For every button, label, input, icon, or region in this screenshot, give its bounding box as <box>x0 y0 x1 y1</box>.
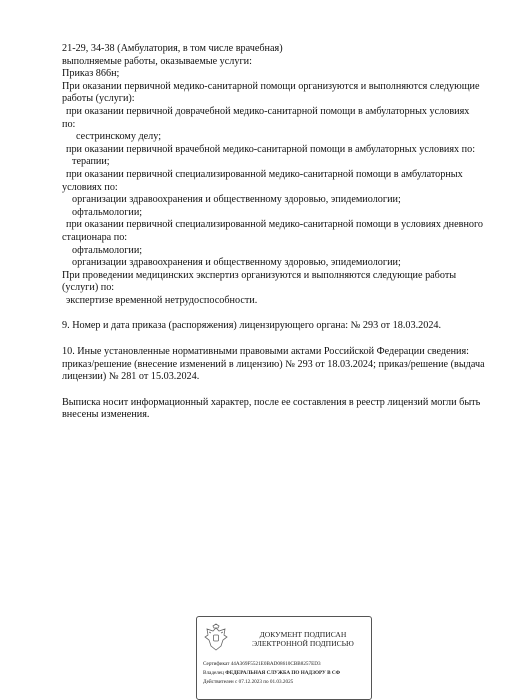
text-line: При оказании первичной медико-санитарной помощи организуются и выполняются следующие <box>62 80 480 92</box>
stamp-validity: Действителен с 07.12.2023 по 01.03.2025 <box>203 679 294 685</box>
text-line: при оказании первичной специализированной медико-санитарной помощи в амбулаторных <box>66 168 463 180</box>
stamp-title-line: ЭЛЕКТРОННОЙ ПОДПИСЬЮ <box>252 639 354 648</box>
text-line: выполняемые работы, оказываемые услуги: <box>62 55 252 67</box>
section-9: 9. Номер и дата приказа (распоряжения) лицензирующего органа: № 293 от 18.03.2024. <box>62 320 442 332</box>
section-10-line: приказ/решение (внесение изменений в лицензию) № 293 от 18.03.2024; приказ/решение (выдача <box>62 358 485 370</box>
section-10-line: лицензии) № 281 от 15.03.2024. <box>62 371 200 383</box>
text-line: (услуги) по: <box>62 282 115 294</box>
text-line: экспертизе временной нетрудоспособности. <box>66 294 258 306</box>
text-line: условиях по: <box>62 181 118 193</box>
disclaimer-line: внесены изменения. <box>62 409 150 421</box>
text-line: Приказ 866н; <box>62 68 120 80</box>
e-signature-stamp <box>196 616 372 700</box>
text-line: стационара по: <box>62 231 128 243</box>
text-line: офтальмологии; <box>72 244 143 256</box>
text-line: организации здравоохранения и общественному здоровью, эпидемиологии; <box>72 194 401 206</box>
disclaimer-line: Выписка носит информационный характер, после ее составления в реестр лицензий могли быть <box>62 396 481 408</box>
text-line: работы (услуги): <box>62 93 135 105</box>
stamp-title-line: ДОКУМЕНТ ПОДПИСАН <box>259 630 347 639</box>
text-line: 21-29, 34-38 (Амбулатория, в том числе врачебная) <box>62 43 283 54</box>
text-line: при оказании первичной специализированной медико-санитарной помощи в условиях дневного <box>66 219 484 231</box>
stamp-certificate: Сертификат 44A369F5521E0BAD08610CBB8257ED3 <box>203 661 321 667</box>
section-10-line: 10. Иные установленные нормативными правовыми актами Российской Федерации сведения: <box>62 346 470 358</box>
text-line: При проведении медицинских экспертиз организуются и выполняются следующие работы <box>62 269 457 281</box>
text-line: при оказании первичной врачебной медико-санитарной помощи в амбулаторных условиях по: <box>66 143 476 155</box>
document-body <box>62 43 506 422</box>
stamp-owner-name: ФЕДЕРАЛЬНАЯ СЛУЖБА ПО НАДЗОРУ В СФ <box>225 670 341 676</box>
text-line: терапии; <box>72 156 110 168</box>
text-line: сестринскому делу; <box>76 131 162 143</box>
text-line: по: <box>62 118 76 130</box>
text-line: офтальмологии; <box>72 206 143 218</box>
russian-coat-of-arms-icon <box>203 623 229 653</box>
stamp-owner <box>203 670 340 676</box>
text-line: при оказании первичной доврачебной медико-санитарной помощи в амбулаторных условиях <box>66 105 470 117</box>
stamp-owner-prefix: Владелец <box>203 670 224 676</box>
stamp-title <box>237 630 369 648</box>
text-line: организации здравоохранения и общественному здоровью, эпидемиологии; <box>72 257 401 269</box>
